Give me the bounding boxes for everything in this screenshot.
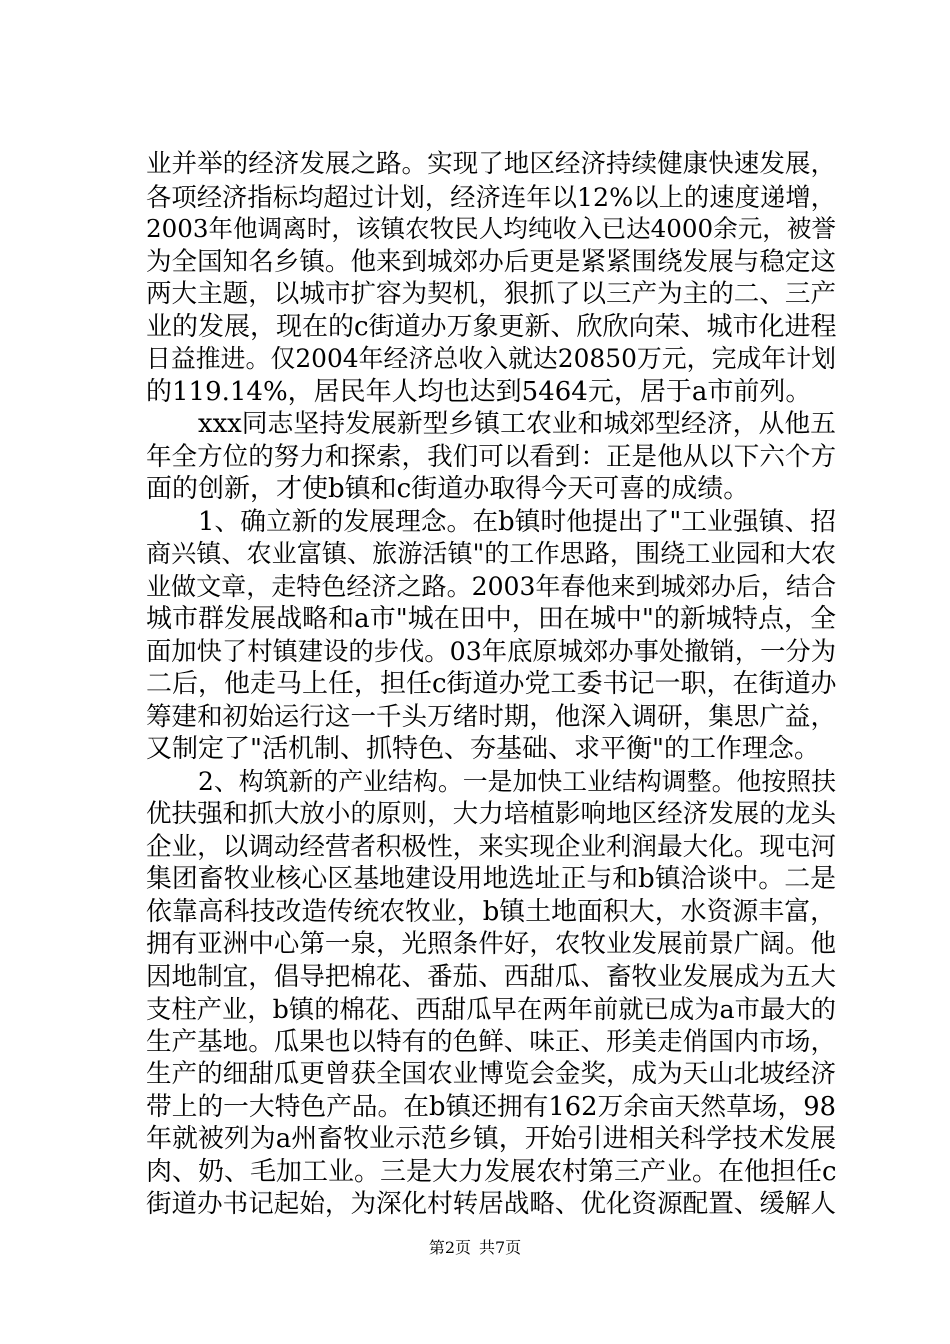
text-line: 面的创新，才使b镇和c街道办取得今天可喜的成绩。	[146, 474, 750, 504]
text-line: 商兴镇、农业富镇、旅游活镇"的工作思路，围绕工业园和大农	[146, 539, 836, 568]
text-line: 又制定了"活机制、抓特色、夯基础、求平衡"的工作理念。	[146, 734, 820, 764]
page-total: 共7页	[479, 1238, 522, 1257]
text-line: 拥有亚洲中心第一泉，光照条件好，农牧业发展前景广阔。他	[146, 929, 836, 959]
paragraph-start-line: xxx同志坚持发展新型乡镇工农业和城郊型经济，从他五	[198, 409, 836, 439]
text-line: 筹建和初始运行这一千头万绪时期，他深入调研，集思广益，	[146, 701, 836, 732]
text-line: 两大主题，以城市扩容为契机，狠抓了以三产为主的二、三产	[146, 279, 836, 309]
text-line: 年就被列为a州畜牧业示范乡镇，开始引进相关科学技术发展	[146, 1124, 836, 1154]
text-line: 各项经济指标均超过计划，经济连年以12%以上的速度递增，	[146, 181, 836, 212]
text-line: 的119.14%，居民年人均也达到5464元，居于a市前列。	[146, 376, 812, 407]
text-line: 2003年他调离时，该镇农牧民人均纯收入已达4000余元，被誉	[146, 214, 836, 243]
text-line: 日益推进。仅2004年经济总收入就达20850万元，完成年计划	[146, 344, 836, 373]
text-line: 集团畜牧业核心区基地建设用地选址正与和b镇洽谈中。二是	[146, 864, 836, 894]
text-line: 支柱产业，b镇的棉花、西甜瓜早在两年前就已成为a市最大的	[146, 994, 836, 1024]
paragraph-start-line: 1、确立新的发展理念。在b镇时他提出了"工业强镇、招	[198, 506, 836, 537]
page-footer	[0, 1235, 950, 1258]
text-line: 年全方位的努力和探索，我们可以看到：正是他从以下六个方	[146, 441, 836, 472]
text-line: 二后，他走马上任，担任c街道办党工委书记一职，在街道办	[146, 669, 837, 699]
text-line: 肉、奶、毛加工业。三是大力发展农村第三产业。在他担任c	[146, 1156, 837, 1187]
document-body	[146, 148, 836, 1221]
text-line: 城市群发展战略和a市"城在田中，田在城中"的新城特点，全	[146, 604, 836, 634]
text-line: 为全国知名乡镇。他来到城郊办后更是紧紧围绕发展与稳定这	[146, 246, 836, 277]
text-line: 街道办书记起始，为深化村转居战略、优化资源配置、缓解人	[146, 1189, 836, 1219]
text-line: 业的发展，现在的c街道办万象更新、欣欣向荣、城市化进程	[146, 311, 837, 342]
text-line: 优扶强和抓大放小的原则，大力培植影响地区经济发展的龙头	[146, 799, 836, 829]
text-line: 因地制宜，倡导把棉花、番茄、西甜瓜、畜牧业发展成为五大	[146, 961, 836, 992]
text-line: 依靠高科技改造传统农牧业，b镇土地面积大，水资源丰富，	[146, 896, 836, 927]
text-line: 生产的细甜瓜更曾获全国农业博览会金奖，成为天山北坡经济	[146, 1059, 836, 1089]
text-line: 生产基地。瓜果也以特有的色鲜、味正、形美走俏国内市场，	[146, 1026, 836, 1057]
text-line: 面加快了村镇建设的步伐。03年底原城郊办事处撤销，一分为	[146, 636, 836, 666]
text-line: 企业，以调动经营者积极性，来实现企业利润最大化。现屯河	[146, 831, 836, 862]
text-line: 带上的一大特色产品。在b镇还拥有162万余亩天然草场，98	[146, 1091, 836, 1122]
text-line: 业并举的经济发展之路。实现了地区经济持续健康快速发展，	[146, 149, 836, 179]
text-line: 业做文章，走特色经济之路。2003年春他来到城郊办后，结合	[146, 571, 836, 601]
page-number: 第2页	[428, 1238, 471, 1257]
paragraph-start-line: 2、构筑新的产业结构。一是加快工业结构调整。他按照扶	[198, 766, 836, 796]
